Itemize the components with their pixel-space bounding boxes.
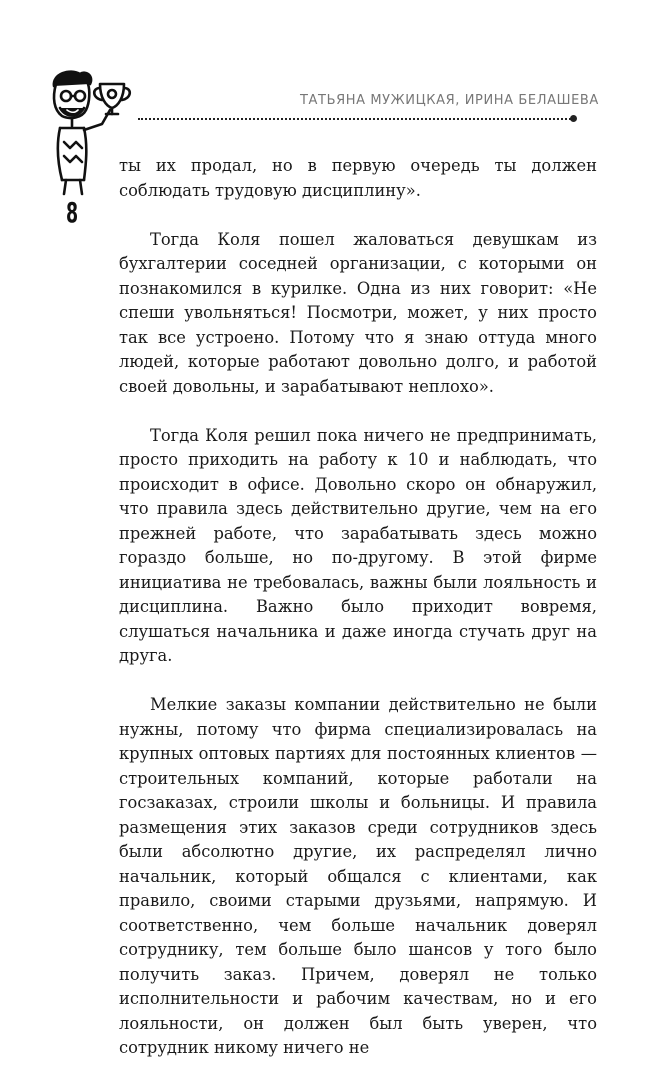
paragraph: Тогда Коля решил пока ничего не предпринимать, просто приходить на работу к 10 и наблюдать, что происходит в офисе. Довольно скоро он обнаружил, что правила здесь действительно другие, чем на его прежней работе, что зарабатывать здесь можно гораздо больше, но по-другому. В этой фирме инициатива не требовалась, важны были лояльность и дисциплина. Важно было приходит вовремя, слушаться начальника и даже иногда стучать друг на друга. [119, 425, 597, 665]
body-text [119, 154, 597, 1061]
running-header-authors: ТАТЬЯНА МУЖИЦКАЯ, ИРИНА БЕЛАШЕВА [300, 93, 599, 108]
page-number: 8 [66, 196, 79, 229]
header-rule-end-dot [570, 115, 577, 122]
paragraph: ты их продал, но в первую очередь ты должен соблюдать трудовую дисциплину». [119, 156, 597, 200]
paragraph: Тогда Коля пошел жаловаться девушкам из бухгалтерии соседней организации, с которыми он познакомился в курилке. Одна из них говорит: «Не спеши увольняться! Посмотри, может, у них просто так все устроено. Потому что я знаю оттуда много людей, которые работают довольно долго, и работой своей довольны, и зарабатывают неплохо». [119, 229, 597, 396]
header-dotted-rule [138, 118, 574, 120]
paragraph: Мелкие заказы компании действительно не были нужны, потому что фирма специализировалась на крупных оптовых партиях для постоянных клиентов — строительных компаний, которые работали на госзаказах, строили школы и больницы. И правила размещения этих заказов среди сотрудников здесь были абсолютно другие, их распределял лично начальник, который общался с клиентами, как правило, своими старыми друзьями, напрямую. И соответственно, чем больше начальник доверял сотруднику, тем больше было шансов у того было получить заказ. Причем, доверял не только исполнительности и рабочим качествам, но и его лояльности, он должен был быть уверен, что сотрудник никому ничего не [119, 695, 597, 1057]
